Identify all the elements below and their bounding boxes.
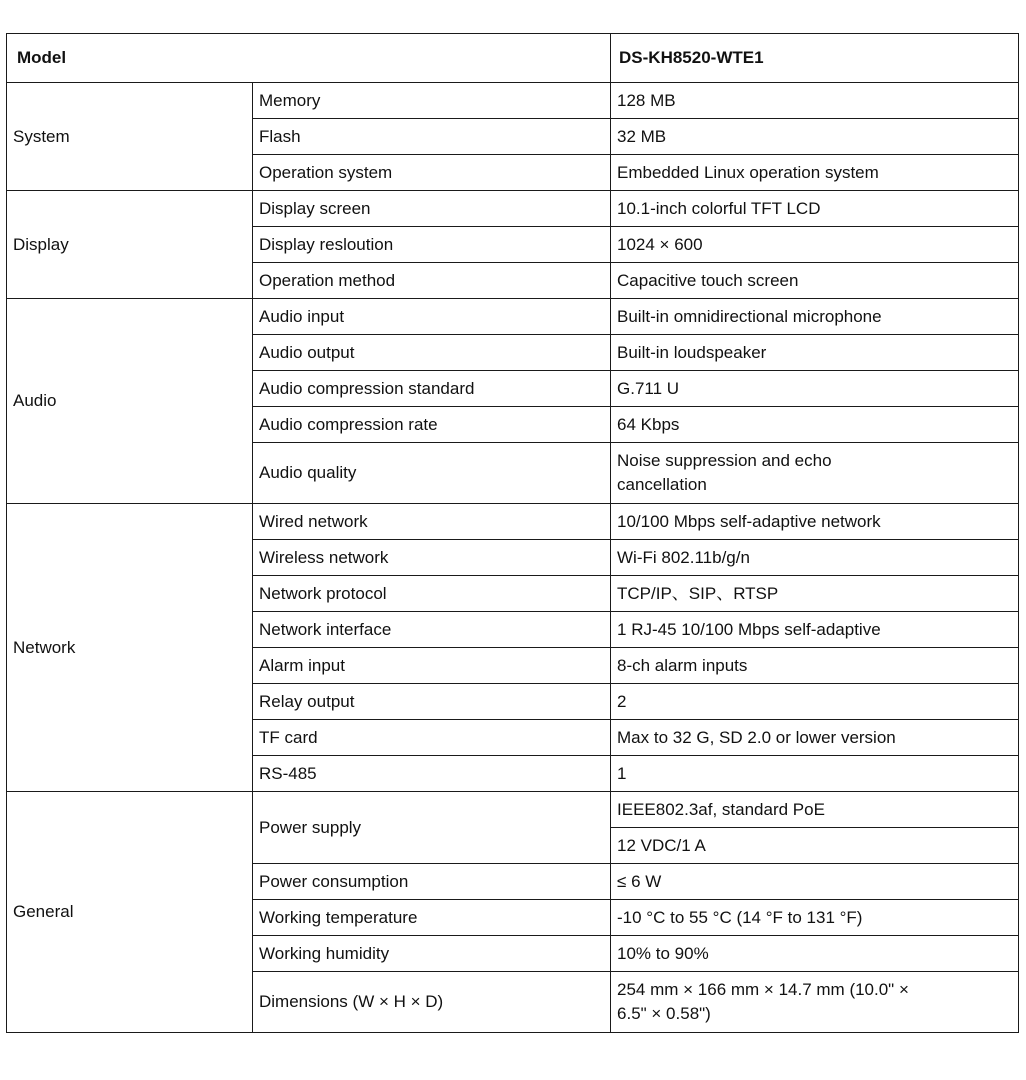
spec-label: Audio output (253, 335, 611, 371)
spec-label: Memory (253, 83, 611, 119)
spec-label: Relay output (253, 684, 611, 720)
spec-value: 2 (611, 684, 1019, 720)
spec-value: TCP/IP、SIP、RTSP (611, 576, 1019, 612)
spec-label: Alarm input (253, 648, 611, 684)
table-row (7, 792, 1019, 828)
spec-label: Network protocol (253, 576, 611, 612)
spec-label: Operation system (253, 155, 611, 191)
spec-value: Wi-Fi 802.11b/g/n (611, 540, 1019, 576)
spec-value: Embedded Linux operation system (611, 155, 1019, 191)
spec-label: TF card (253, 720, 611, 756)
spec-label: Audio compression standard (253, 371, 611, 407)
spec-value: 10/100 Mbps self-adaptive network (611, 504, 1019, 540)
spec-label: Wireless network (253, 540, 611, 576)
spec-value: 64 Kbps (611, 407, 1019, 443)
spec-label: Operation method (253, 263, 611, 299)
model-label: Model (7, 34, 611, 83)
spec-value: 10% to 90% (611, 936, 1019, 972)
spec-value: ≤ 6 W (611, 864, 1019, 900)
table-row (7, 299, 1019, 335)
spec-value: Built-in loudspeaker (611, 335, 1019, 371)
table-row (7, 83, 1019, 119)
spec-label: Power consumption (253, 864, 611, 900)
spec-label: Power supply (253, 792, 611, 864)
spec-label: Working temperature (253, 900, 611, 936)
spec-value-line: cancellation (617, 475, 707, 494)
spec-value: G.711 U (611, 371, 1019, 407)
group-general: General (7, 792, 253, 1033)
spec-label: Network interface (253, 612, 611, 648)
spec-value: Max to 32 G, SD 2.0 or lower version (611, 720, 1019, 756)
spec-value: 1 (611, 756, 1019, 792)
spec-value-line: 6.5" × 0.58") (617, 1004, 711, 1023)
spec-value: 1 RJ-45 10/100 Mbps self-adaptive (611, 612, 1019, 648)
spec-label: Wired network (253, 504, 611, 540)
spec-value: IEEE802.3af, standard PoE (611, 792, 1019, 828)
spec-label: Dimensions (W × H × D) (253, 972, 611, 1033)
spec-value (611, 972, 1019, 1033)
spec-label: Working humidity (253, 936, 611, 972)
spec-value: 128 MB (611, 83, 1019, 119)
spec-value: 10.1-inch colorful TFT LCD (611, 191, 1019, 227)
header-row (7, 34, 1019, 83)
spec-value-line: Noise suppression and echo (617, 451, 832, 470)
group-network: Network (7, 504, 253, 792)
spec-label: Flash (253, 119, 611, 155)
spec-value: 1024 × 600 (611, 227, 1019, 263)
spec-label: Audio quality (253, 443, 611, 504)
group-system: System (7, 83, 253, 191)
spec-value: Capacitive touch screen (611, 263, 1019, 299)
spec-value: 32 MB (611, 119, 1019, 155)
spec-value: -10 °C to 55 °C (14 °F to 131 °F) (611, 900, 1019, 936)
spec-value (611, 443, 1019, 504)
table-row (7, 504, 1019, 540)
group-audio: Audio (7, 299, 253, 504)
spec-value: 8-ch alarm inputs (611, 648, 1019, 684)
spec-label: Display screen (253, 191, 611, 227)
group-display: Display (7, 191, 253, 299)
spec-label: Display resloution (253, 227, 611, 263)
spec-label: RS-485 (253, 756, 611, 792)
spec-value-line: 254 mm × 166 mm × 14.7 mm (10.0" × (617, 980, 909, 999)
spec-table (6, 33, 1019, 1033)
spec-label: Audio input (253, 299, 611, 335)
spec-value: Built-in omnidirectional microphone (611, 299, 1019, 335)
model-value: DS-KH8520-WTE1 (611, 34, 1019, 83)
spec-label: Audio compression rate (253, 407, 611, 443)
table-row (7, 191, 1019, 227)
spec-value: 12 VDC/1 A (611, 828, 1019, 864)
